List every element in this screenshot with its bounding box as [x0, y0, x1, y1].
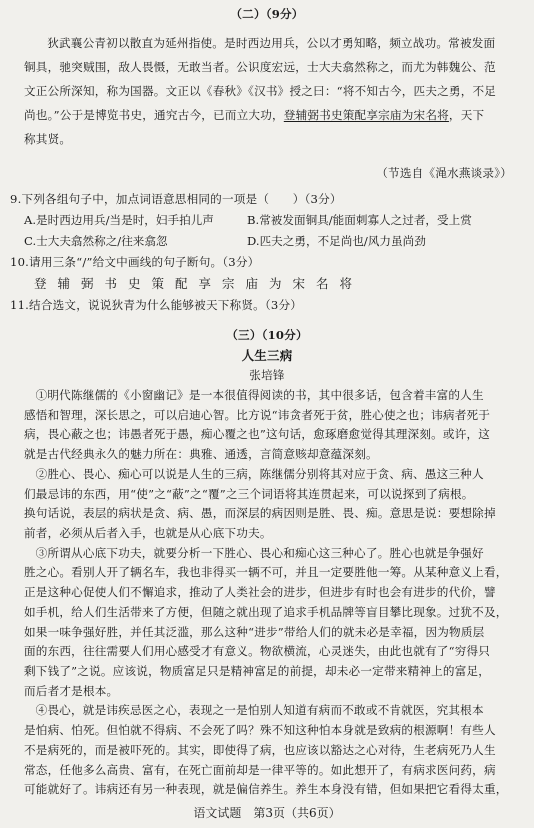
- q9-option-a: [24, 212, 214, 228]
- question-10-stem: 10.请用三条“/”给文中画线的句子断句。（3分）: [10, 255, 260, 269]
- article-line: ③所谓从心底下功夫，就要分析一下胜心、畏心和痴心这三种心了。胜心也就是争强好: [35, 545, 484, 560]
- article-line: 前者，必须从后者入手，也就是从心底下功夫。: [24, 526, 272, 540]
- article-line: 不是病死的，而是被吓死的。其实，即使得了病，也应该以豁达之心对待，生老病死乃人生: [24, 742, 496, 757]
- underlined-sentence: 登辅弼书史策配享宗庙为宋名将: [283, 108, 449, 122]
- article-line: 正是这种心促使人们不懈追求，推动了人类社会的进步，但进步有时也会有进步的代价，譬: [24, 585, 496, 600]
- option-text: D.匹夫之勇，不足尚也/风力虽尚劲: [247, 234, 426, 248]
- q9-option-c: [24, 233, 168, 249]
- passage-text: 尚也。”公于是博览书史，通究古今，已而立大功，: [24, 108, 284, 122]
- article-line: ①明代陈继儒的《小窗幽记》是一本很值得阅读的书，其中很多话，包含着丰富的人生: [35, 388, 484, 402]
- passage-text: ，天下: [448, 108, 485, 122]
- option-text: A.是时西边用兵/当是时，妇手拍儿声: [24, 213, 214, 227]
- article-line: 感悟和智理，深长思之，可以启迪心智。比方说“讳贪者死于贫，胜心使之也；讳病者死于: [24, 407, 491, 422]
- passage-line: 称其贤。: [24, 132, 72, 146]
- source-note: （节选自《渑水燕谈录》）: [376, 166, 512, 180]
- passage-line: 狄武襄公青初以散直为延州指使。是时西边用兵，公以才勇知略，频立战功。常被发面: [47, 36, 496, 50]
- page-footer: 语文试题 第3页（共6页）: [193, 806, 341, 820]
- question-11-stem: 11.结合选文，说说狄青为什么能够被天下称贤。（3分）: [10, 298, 303, 312]
- question-9-stem: 9.下列各组句子中，加点词语意思相同的一项是（ ）（3分）: [10, 192, 342, 206]
- section-2-heading: （二）（9分）: [230, 7, 304, 21]
- article-line: 换句话说，表层的病状是贪、病、愚，而深层的病因则是胜、畏、痴。意思是说：要想除掉: [24, 506, 496, 521]
- article-line: 而后者才是根本。: [24, 683, 119, 698]
- article-author: 张培锋: [249, 368, 285, 382]
- article-line: 如手机，给人们生活带来了方便，但随之就出现了追求手机品牌等盲目攀比现象。过犹不及，: [24, 604, 508, 619]
- article-line: 病，畏心蔽之也；讳愚者死于愚，痴心覆之也”这句话，愈琢磨愈觉得其理深刻。或许，这: [24, 427, 491, 442]
- article-line: 面的东西，往往需要人们用心感受才有意义。物欲横流，心灵迷失，由此也就有了“穷得只: [24, 644, 491, 659]
- option-text: C.士大夫翕然称之/往来翕忽: [24, 234, 168, 248]
- sentence-to-punctuate: 登辅弼书史策配享宗庙为宋名将: [34, 276, 364, 291]
- article-line: 常态，任他多么高贵、富有，在死亡面前却是一律平等的。如此想开了，有病求医问药，病: [24, 762, 496, 777]
- article-line: ④畏心，就是讳疾忌医之心，表现之一是怕别人知道有病而不敢或不肯就医，究其根本: [35, 703, 484, 718]
- article-line: ②胜心、畏心、痴心可以说是人生的三病，陈继儒分别将其对应于贪、病、愚这三种人: [35, 466, 484, 481]
- passage-line: 铜具，驰突贼围，敌人畏慑，无敢当者。公识度宏远，士大夫翕然称之，而尤为韩魏公、范: [24, 60, 496, 74]
- article-line: 胜之心。看别人开了辆名车，我也非得买一辆不可，并且一定要胜他一筹。从某种意义上看，: [24, 565, 508, 580]
- passage-line: 文正公所深知，称为国器。文正以《春秋》《汉书》授之曰：“将不知古今，匹夫之勇，不足: [24, 84, 497, 98]
- q9-option-b: [247, 212, 472, 228]
- passage-line-with-underline: [24, 105, 514, 126]
- article-line: 们最忌讳的东西，用“使”之“蔽”之“覆”之三个词语将其连贯起来，可以说探到了病根。: [24, 486, 474, 501]
- q9-option-d: [247, 233, 426, 249]
- article-line: 可能就好了。讳病还有另一种表现，就是偏信养生。养生本身没有错，但如果把它看得太重，: [24, 782, 508, 797]
- article-line: 就是古代经典永久的魅力所在：典雅、通透，言简意赅却意蕴深刻。: [24, 447, 378, 462]
- option-text: B.常被发面铜具/能面刺寡人之过者，受上赏: [247, 213, 472, 227]
- article-line: 剩下钱了”之说。应该说，物质富足只是精神富足的前提，却未必一定带来精神上的富足，: [24, 664, 491, 678]
- section-3-heading: （三）（10分）: [226, 328, 308, 342]
- article-line: 是怕病、怕死。但怕就不得病、不会死了吗？殊不知这种怕本身就是致病的根源啊！有些人: [24, 723, 496, 738]
- article-line: 如果一味争强好胜，并任其泛滥，那么这种“进步”带给人们的就未必是幸福，因为物质层: [24, 624, 485, 639]
- article-title: 人生三病: [241, 348, 293, 363]
